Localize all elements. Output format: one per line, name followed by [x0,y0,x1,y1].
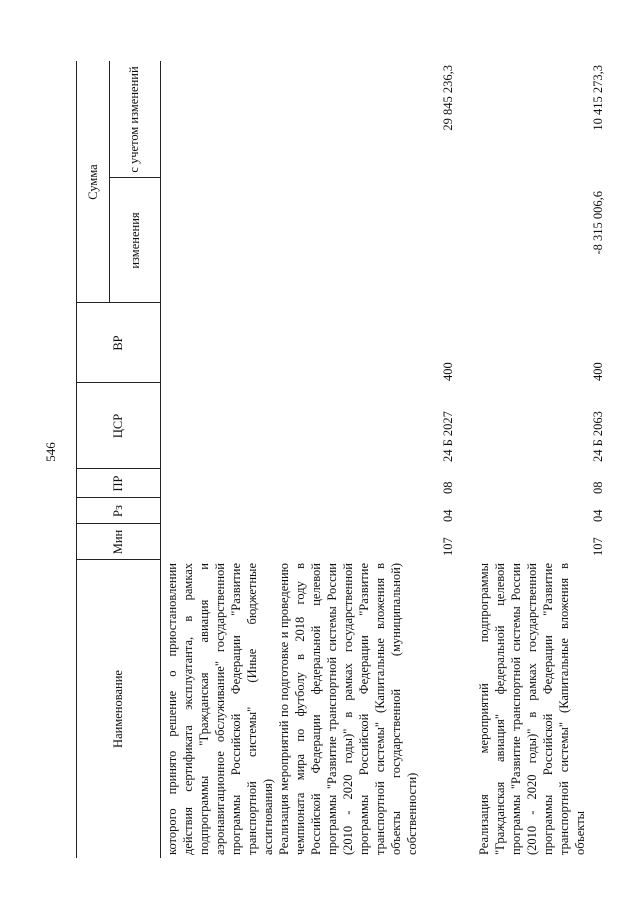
budget-table [76,61,618,858]
header-pr: ПР [111,475,125,492]
row-3-min: 107 [591,537,605,556]
row-3-rz: 04 [591,509,605,522]
row-2-min: 107 [441,537,455,556]
header-bottom-border [160,61,161,858]
row-3-change: -8 315 006,6 [591,191,605,255]
row-1-name: которого принято решение о приостановлении действия сертификата эксплуатанта, в рамках подпрограммы "Гражданская авиация и аэронавигационное обслуживание" государственной программы Российской Федерации "Развитие транспортной системы" (Иные бюджетные ассигнования) [165,563,275,855]
header-summa: Сумма [85,164,100,200]
row-2-vr: 400 [441,362,455,381]
header-changes: изменения [127,212,142,269]
row-3-vr: 400 [591,362,605,381]
header-name: Наименование [111,670,125,748]
row-3-name: Реализация мероприятий подпрограммы "Гражданская авиация" федеральной целевой программы "Развитие транспортной системы России (2010 - 2020 годы)" в рамках государственной программы Российской Федерации "Развитие транспортной системы" (Капитальные вложения в объекты [477,563,587,855]
row-2-pr: 08 [441,481,455,494]
header-vr: ВР [111,335,125,351]
row-2-rz: 04 [441,509,455,522]
row-3-pr: 08 [591,481,605,494]
header-min: Мин [111,529,125,555]
page-number: 546 [43,442,58,462]
row-2-name: Реализация мероприятий по подготовке и проведению чемпионата мира по футболу в 2018 году в Российской Федерации федеральной целевой программы "Развитие транспортной системы России (2010 - 2020 годы)" в рамках государственной программы Российской Федерации "Развитие транспортной системы" (Капитальные вложения в объекты государственной (муниципальной) собственности) [277,563,419,855]
header-rz: Рз [111,505,125,517]
header-csr: ЦСР [111,413,125,439]
row-3-total: 10 415 273,3 [591,65,605,131]
row-3-csr: 24 Б 2063 [591,411,605,462]
row-2-total: 29 845 236,3 [441,65,455,131]
rotated-table-page [76,61,618,858]
row-2-csr: 24 Б 2027 [441,411,455,462]
header-with-changes: с учетом изменений [127,66,141,173]
